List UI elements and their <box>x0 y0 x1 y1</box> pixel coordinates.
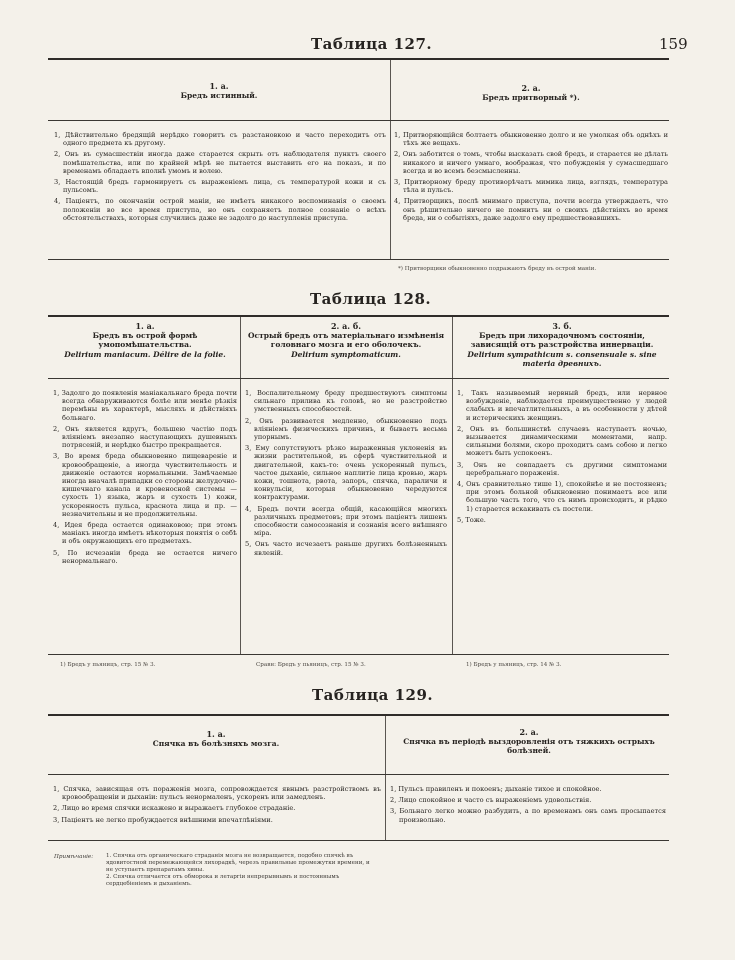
table-129-divider <box>385 716 386 840</box>
table-128-col2-header <box>244 322 448 359</box>
column-heading: Острый бредъ отъ матеріальнаго измѣненія головнаго мозга и его оболочекъ. <box>247 331 445 350</box>
table-128-col3 <box>457 389 667 527</box>
table-129-right-column <box>390 785 666 827</box>
list-item: 2, Лицо во время спячки искажено и выражаетъ глубокое страданіе. <box>53 804 296 813</box>
table-127-footnote: *) Притворщики обыкновенно подражаютъ бреду въ острой маніи. <box>398 266 597 272</box>
list-item: 4, Притворщикъ, послѣ мнимаго приступа, почти всегда утверждаетъ, что онъ рѣшительно ничего не помнитъ ни о своихъ дѣйствіяхъ во время бреда, ни о событіяхъ, даже задолго ему предшествовавшихъ. <box>394 197 668 222</box>
table-129-col1-header <box>52 730 380 748</box>
list-item: 1, Задолго до появленія маніакальнаго бреда почти всегда обнаруживаются болѣе или менѣе рѣзкія перемѣны въ характерѣ, мысляхъ и дѣйствіяхъ больнаго. <box>53 389 237 422</box>
table-128-col1-header <box>52 322 238 359</box>
column-number: 2. а. б. <box>330 321 361 331</box>
list-item: 1, Такъ называемый нервный бредъ, или нервное возбужденіе, наблюдается преимущественно у людей слабыхъ и впечатлительныхъ, а въ особенности у дѣтей и истерическихъ женщинъ. <box>457 389 667 422</box>
column-latin-name: Delirium sympathicum s. consensuale s. sine materia древнихъ. <box>467 349 657 368</box>
table-128-col2 <box>245 389 447 560</box>
table-129-left-column <box>53 785 381 827</box>
table-128-footnote-1: 1) Бредъ у пьяницъ, стр. 15 № 3. <box>60 662 156 668</box>
table-128-top-rule <box>48 315 669 317</box>
list-item: 5, Онъ часто исчезаетъ раньше другихъ болѣзненныхъ явленій. <box>245 540 447 557</box>
table-128-bottom-rule <box>48 654 669 655</box>
column-number: 1. а. <box>209 81 229 91</box>
list-item: 3, Больнаго легко можно разбудить, а по временамъ онъ самъ просыпается произвольно. <box>390 807 666 824</box>
list-item: 3, Притворному бреду противорѣчатъ мимика лица, взглядъ, температура тѣла и пульсъ. <box>394 178 668 195</box>
table-127-top-rule <box>48 58 669 60</box>
column-heading: Бредъ въ острой формѣ умопомѣшательства. <box>92 331 198 350</box>
list-item: 4, Онъ сравнительно тише 1), спокойнѣе и не постояненъ; при этомъ больной обыкновенно понимаетъ все или большую часть того, что съ нимъ происходитъ, и рѣдко 1) старается вскакивать съ постели. <box>457 480 667 513</box>
table-129-bottom-rule <box>48 840 669 841</box>
column-latin-name: Delirium maniacum. Délire de la folie. <box>64 349 226 359</box>
table-128-footnote-3: 1) Бредъ у пьяницъ, стр. 14 № 3. <box>466 662 562 668</box>
list-item: 2, Онъ въ сумасшествіи иногда даже старается скрыть отъ наблюдателя пунктъ своего помѣшательства, или по крайней мѣрѣ не пытается выставить его на показъ, и по временамъ обладаетъ вполнѣ умомъ и волею. <box>54 150 386 175</box>
table-129-top-rule <box>48 714 669 716</box>
note-item: 2. Спячка отличается отъ обморока и летаргіи непрерывнымъ и постояннымъ сердцебіеніемъ и дыханіемъ. <box>106 874 340 888</box>
page-number: 159 <box>659 35 688 53</box>
list-item: 3, Онъ не совпадаетъ съ другими симптомами церебральнаго пораженія. <box>457 460 667 477</box>
list-item: 4, Идея бреда остается одинаковою; при этомъ маніакъ иногда имѣетъ нѣкоторыя понятія о себѣ и объ окружающихъ его предметахъ. <box>53 521 237 546</box>
list-item: 5, По исчезаніи бреда не остается ничего ненормальнаго. <box>53 548 237 565</box>
table-127-left-column <box>54 131 386 225</box>
list-item: 3, Ему сопутствуютъ рѣзко выраженныя уклоненія въ жизни растительной, въ сферѣ чувствительной и двигательной, какъ-то: очень ускоренный пульсъ, частое дыханіе, сильное наплитіе лица кровью, жаръ кожи, тошнота, рвота, запоръ, спячка, параличи и конвульсіи, которыя обыкновенно чередуются контрактурами. <box>245 444 447 502</box>
table-129-notes <box>106 853 374 888</box>
note-item: 1. Спячка отъ органическаго страданія мозга не возвращается, подобно спячкѣ въ ядовитостной перемежающейся лихорадкѣ, черезъ правильные промежутки времени, и не уступаетъ препаратамъ хины. <box>106 853 370 873</box>
table-127-header-rule <box>48 120 669 121</box>
column-latin-name: Delirium symptomaticum. <box>291 349 401 359</box>
table-127-col1-header <box>52 82 386 100</box>
table-128-title: Таблица 128. <box>310 290 432 308</box>
table-127-right-column <box>394 131 668 225</box>
column-number: 3. б. <box>552 321 572 331</box>
column-number: 1. а. <box>206 729 226 739</box>
table-128-col3-header <box>456 322 668 368</box>
table-127-bottom-rule <box>48 259 669 260</box>
table-127-col2-header <box>396 84 666 102</box>
column-heading: Спячка въ болѣзняхъ мозга. <box>152 739 280 749</box>
column-heading: Спячка въ періодѣ выздоровленія отъ тяжкихъ острыхъ болѣзней. <box>403 737 655 756</box>
table-127-title: Таблица 127. <box>311 35 433 53</box>
list-item: 1, Дѣйствительно бредящій нерѣдко говоритъ съ разстановкою и часто переходитъ отъ одного предмета къ другому. <box>54 131 386 148</box>
table-129-col2-header <box>392 728 666 756</box>
list-item: 2, Онъ въ большинствѣ случаевъ наступаетъ ночью, вызывается динамическими моментами, напр. сильными болями, скоро проходитъ самъ собою и легко можетъ быть успокоенъ. <box>457 424 667 458</box>
list-item: 1, Спячка, зависящая отъ пораженія мозга, сопровождается явнымъ разстройствомъ въ кровообращеніи и дыханіи: пульсъ ненормаленъ, ускоренъ или замедленъ. <box>53 785 381 802</box>
table-128-divider-2 <box>452 317 453 654</box>
list-item: 4, Паціентъ, по окончаніи острой маніи, не имѣетъ никакого воспоминанія о своемъ положеніи во все время приступа, но онъ сохраняетъ полное сознаніе о всѣхъ обстоятельствахъ, которыя случились даже не задолго до наступленія приступа. <box>54 197 386 222</box>
list-item: 3, Настоящій бредъ гармонируетъ съ выраженіемъ лица, съ температурой кожи и съ пульсомъ. <box>54 178 386 195</box>
column-number: 1. а. <box>135 321 155 331</box>
list-item: 2, Лицо спокойное и часто съ выраженіемъ удовольствія. <box>390 796 592 805</box>
table-129-note-label <box>54 854 114 861</box>
column-heading: Бредъ истинный. <box>180 91 258 101</box>
list-item: 3, Во время бреда обыкновенно пищевареніе и кровообращеніе, а иногда чувствительность и движеніе остаются нормальными. Замѣчаемые иногда вначалѣ припадки со стороны желудочно-кишечнаго канала и кровеносной системы — сухость 1) языка, жаръ и сухость 1) кожи, ускоренность пульса, краснота лица и пр. — незначительны и не продолжительны. <box>53 452 237 518</box>
table-128-divider-1 <box>240 317 241 654</box>
table-128-header-rule <box>48 378 669 379</box>
table-129-title: Таблица 129. <box>312 686 434 704</box>
column-number: 2. а. <box>521 83 541 93</box>
list-item: 1, Притворяющійся болтаетъ обыкновенно долго и не умолкая объ однѣхъ и тѣхъ же вещахъ. <box>394 131 668 148</box>
list-item: 5, Тоже. <box>457 515 486 524</box>
column-number: 2. а. <box>519 727 539 737</box>
note-label: Примѣчаніе: <box>54 854 94 860</box>
column-heading: Бредъ при лихорадочномъ состояніи, зависящій отъ разстройства иннерваціи. <box>470 331 654 350</box>
list-item: 2, Онъ является вдругъ, большею частію подъ вліяніемъ внезапно наступающихъ душевныхъ потрясеній, и нерѣдко быстро прекращается. <box>53 424 237 450</box>
table-129-header-rule <box>48 774 669 775</box>
column-heading: Бредъ притворный *). <box>482 93 580 103</box>
list-item: 1, Воспалительному бреду предшествуютъ симптомы сильнаго прилива къ головѣ, но не разстройство умственныхъ способностей. <box>245 389 447 414</box>
list-item: 3, Паціентъ не легко пробуждается внѣшними впечатлѣніями. <box>53 815 273 824</box>
table-128-footnote-2: Сравн: Бредъ у пьяницъ, стр. 15 № 3. <box>256 662 366 668</box>
list-item: 4, Бредъ почти всегда общій, касающійся многихъ различныхъ предметовъ; при этомъ паціентъ лишенъ способности самосознанія и сознанія всего внѣшняго міра. <box>245 504 447 538</box>
table-128-col1 <box>53 389 237 568</box>
list-item: 2, Онъ заботится о томъ, чтобы высказать свой бредъ, и старается не дѣлать никакого и ничего умнаго, воображая, что побужденія у сумасшедшаго всегда и во всемъ безсмысленны. <box>394 150 668 175</box>
list-item: 1, Пульсъ правиленъ и покоенъ; дыханіе тихое и спокойное. <box>390 785 602 793</box>
list-item: 2, Онъ развивается медленно, обыкновенно подъ вліяніемъ физическихъ причинъ, и бываетъ весьма упорнымъ. <box>245 416 447 442</box>
table-127-divider <box>390 60 391 260</box>
